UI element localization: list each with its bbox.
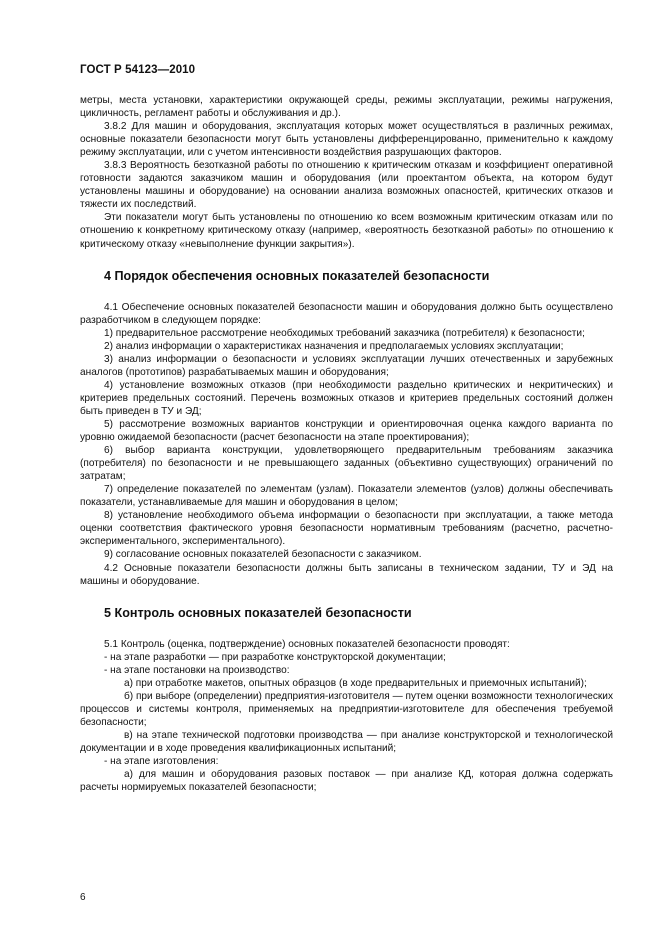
list-item-a-single-deliveries: а) для машин и оборудования разовых поставок — при анализе КД, которая должна содержать расчеты нормируемых показателей безопасности; xyxy=(80,769,613,794)
list-item-4-1-8: 8) установление необходимого объема информации о безопасности при эксплуатации, а также метода оценки соответствия фактического уровня безопасности нормативным требованиям (расчетно, расчетно-экспериментального, экспериментального). xyxy=(80,510,613,548)
list-item-4-1-2: 2) анализ информации о характеристиках назначения и предполагаемых условиях эксплуатации; xyxy=(104,340,564,352)
list-item-b-manufacturer: б) при выборе (определении) предприятия-изготовителя — путем оценки возможности технологических процессов и системы контроля, применяемых на предприятии-изготовителе для обеспечения требуемой безопасности; xyxy=(80,690,613,728)
list-item-4-1-4: 4) установление возможных отказов (при необходимости раздельно критических и некритических) и критериев предельных состояний. Перечень возможных отказов и критериев предельных состояний должен быть приведен в ТУ и ЭД; xyxy=(80,379,613,417)
list-item-manufacturing-stage: - на этапе изготовления: xyxy=(104,756,219,768)
paragraph-indicators: Эти показатели могут быть установлены по отношению ко всем возможным критическим отказам или по отношению к конкретному критическому отказу (например, «вероятность безотказной работы» по отношению к критическому отказу «невыполнение функции закрытия»). xyxy=(80,212,613,250)
paragraph-3-8-2: 3.8.2 Для машин и оборудования, эксплуатация которых может осуществляться в различных режимах, основные показатели безопасности могут быть установлены дифференцированно, применительно к каждому режиму эксплуатации, или с учетом интенсивности воздействия разрушающих факторов. xyxy=(80,121,613,159)
page-number: 6 xyxy=(80,892,86,903)
section-4-heading: 4 Порядок обеспечения основных показателей безопасности xyxy=(104,268,490,283)
list-item-4-1-7: 7) определение показателей по элементам (узлам). Показатели элементов (узлов) должны обеспечивать показатели, устанавливаемые для машин и оборудования в целом; xyxy=(80,484,613,509)
document-code-header: ГОСТ Р 54123—2010 xyxy=(80,64,196,76)
list-item-4-1-1: 1) предварительное рассмотрение необходимых требований заказчика (потребителя) к безопасности; xyxy=(104,327,585,339)
list-item-production-setup-stage: - на этапе постановки на производство: xyxy=(104,664,290,676)
list-item-c-technical-preparation: в) на этапе технической подготовки производства — при анализе конструкторской и технологической документации и в ходе проведения квалификационных испытаний; xyxy=(80,729,613,754)
list-item-development-stage: - на этапе разработки — при разработке конструкторской документации; xyxy=(104,651,446,663)
paragraph-continuation: метры, места установки, характеристики окружающей среды, режимы эксплуатации, режимы нагружения, цикличность, регламент работы и обслуживания и др.). xyxy=(80,95,613,120)
paragraph-4-2: 4.2 Основные показатели безопасности должны быть записаны в техническом задании, ТУ и ЭД на машины и оборудование. xyxy=(80,562,613,587)
document-body xyxy=(80,94,613,794)
list-item-4-1-3: 3) анализ информации о безопасности и условиях эксплуатации лучших отечественных и зарубежных аналогов (прототипов) разрабатываемых машин и оборудования; xyxy=(80,353,613,378)
paragraph-3-8-3: 3.8.3 Вероятность безотказной работы по отношению к критическим отказам и коэффициент оперативной готовности задаются заказчиком машин и оборудования (или проектантом объекта, на котором будут установлены машины и оборудование) на основании анализа возможных опасностей, критических отказов и тяжести их последствий. xyxy=(80,160,613,211)
section-5-heading: 5 Контроль основных показателей безопасности xyxy=(104,605,412,620)
paragraph-4-1: 4.1 Обеспечение основных показателей безопасности машин и оборудования должно быть осуществлено разработчиком в следующем порядке: xyxy=(80,301,613,326)
list-item-4-1-9: 9) согласование основных показателей безопасности с заказчиком. xyxy=(104,549,422,561)
list-item-4-1-6: 6) выбор варианта конструкции, удовлетворяющего предварительным требованиям заказчика (потребителя) по безопасности и не превышающего заданных (объективно существующих) ограничений по затратам; xyxy=(80,445,613,483)
paragraph-5-1: 5.1 Контроль (оценка, подтверждение) основных показателей безопасности проводят: xyxy=(104,638,510,650)
list-item-4-1-5: 5) рассмотрение возможных вариантов конструкции и ориентировочная оценка каждого варианта по уровню ожидаемой безопасности (расчет безопасности на этапе проектирования); xyxy=(80,418,613,444)
list-item-a-prototypes: а) при отработке макетов, опытных образцов (в ходе предварительных и приемочных испытаний); xyxy=(124,677,587,689)
